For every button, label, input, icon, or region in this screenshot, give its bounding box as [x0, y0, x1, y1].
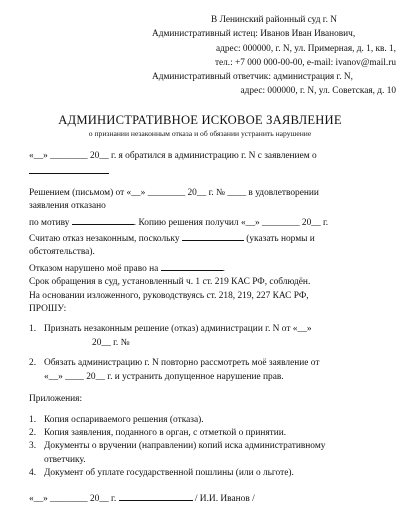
request-text: Признать незаконным решение (отказ) администрации г. N от «__» — [44, 324, 312, 335]
attachment-number: 1. — [29, 414, 37, 425]
paragraph-unlawful-2: обстоятельства). — [29, 247, 95, 258]
document-subtitle: о признании незаконным отказа и об обязании устранить нарушение — [88, 129, 312, 138]
document-body — [29, 150, 377, 506]
paragraph-violated-right — [29, 260, 377, 276]
attachment-text: ответчику. — [44, 454, 86, 465]
attachment-item — [29, 454, 377, 467]
paragraph-unlawful — [29, 230, 377, 246]
blank-line — [182, 230, 244, 241]
document-header — [152, 13, 396, 99]
plaintiff-name: Административный истец: Иванов Иван Иванович, — [152, 29, 356, 40]
signature-blank — [119, 490, 193, 501]
attachment-number: 3. — [29, 441, 37, 452]
request-item-cont — [29, 337, 377, 350]
request-number: 2. — [29, 358, 37, 369]
request-item — [29, 323, 377, 336]
blank-line — [29, 163, 109, 174]
attachment-text: Копия оспариваемого решения (отказа). — [44, 414, 204, 425]
refusal-reason-label: по мотиву — [29, 217, 70, 228]
attachment-item — [29, 414, 377, 427]
request-text: Обязать администрацию г. N повторно рассмотреть моё заявление от — [44, 358, 320, 369]
attachments-heading: Приложения: — [29, 394, 83, 405]
violated-right-label: Отказом нарушено моё право на — [29, 263, 159, 274]
unlawful-note: (указать нормы и — [246, 234, 315, 245]
request-text-cont: 20__ г. № — [92, 337, 130, 348]
court-name: В Ленинский районный суд г. N — [211, 15, 337, 25]
paragraph-application-blank — [29, 163, 377, 179]
signature-date: «__» ________ 20__ г. — [29, 493, 117, 504]
defendant-address: адрес: 000000, г. N, ул. Советская, д. 10 — [240, 86, 396, 97]
attachment-text: Документ об уплате государственной пошлины (или о льготе). — [44, 468, 294, 479]
request-number: 1. — [29, 324, 37, 335]
attachment-text: Копия заявления, поданного в орган, с отметкой о принятии. — [44, 427, 287, 438]
signature-name: / И.И. Иванов / — [194, 493, 255, 504]
attachment-item — [29, 427, 377, 440]
attachment-text: Документы о вручении (направлении) копий иска административному — [44, 441, 326, 452]
paragraph-deadline: Срок обращения в суд, установленный ч. 1 ст. 219 КАС РФ, соблюдён. — [29, 277, 311, 288]
paragraph-refusal: Решением (письмом) от «__» ________ 20__ г. № ____ в удовлетворении — [29, 187, 319, 198]
plaintiff-contacts: тел.: +7 000 000-00-00, e-mail: ivanov@mail.ru — [214, 57, 396, 68]
attachment-item — [29, 440, 377, 453]
violated-right-end: . — [222, 263, 225, 274]
unlawful-label: Считаю отказ незаконным, поскольку — [29, 234, 180, 245]
signature-line — [29, 490, 377, 506]
attachment-number — [29, 454, 44, 467]
paragraph-application: «__» ________ 20__ г. я обратился в администрацию г. N с заявлением о — [29, 151, 317, 161]
request-item-cont: «__» ____ 20__ г. и устранить допущенное нарушение прав. — [44, 371, 284, 382]
request-heading: ПРОШУ: — [29, 304, 67, 315]
paragraph-refusal-2: заявления отказано — [29, 201, 106, 212]
blank-line — [72, 214, 134, 225]
defendant-name: Административный ответчик: администрация г. N, — [152, 72, 353, 83]
blank-line — [161, 260, 223, 271]
paragraph-legal-basis: На основании изложенного, руководствуясь ст. 218, 219, 227 КАС РФ, — [29, 290, 309, 301]
attachment-number: 2. — [29, 427, 37, 438]
document-title: АДМИНИСТРАТИВНОЕ ИСКОВОЕ ЗАЯВЛЕНИЕ — [58, 113, 342, 127]
refusal-copy-received: . Копию решения получил «__» ________ 20__ г. — [133, 217, 329, 228]
request-item — [29, 357, 377, 370]
plaintiff-address: адрес: 000000, г. N, ул. Примерная, д. 1, кв. 1, — [216, 43, 396, 54]
attachment-item — [29, 467, 377, 480]
paragraph-refusal-3 — [29, 214, 377, 230]
attachment-number: 4. — [29, 468, 37, 479]
